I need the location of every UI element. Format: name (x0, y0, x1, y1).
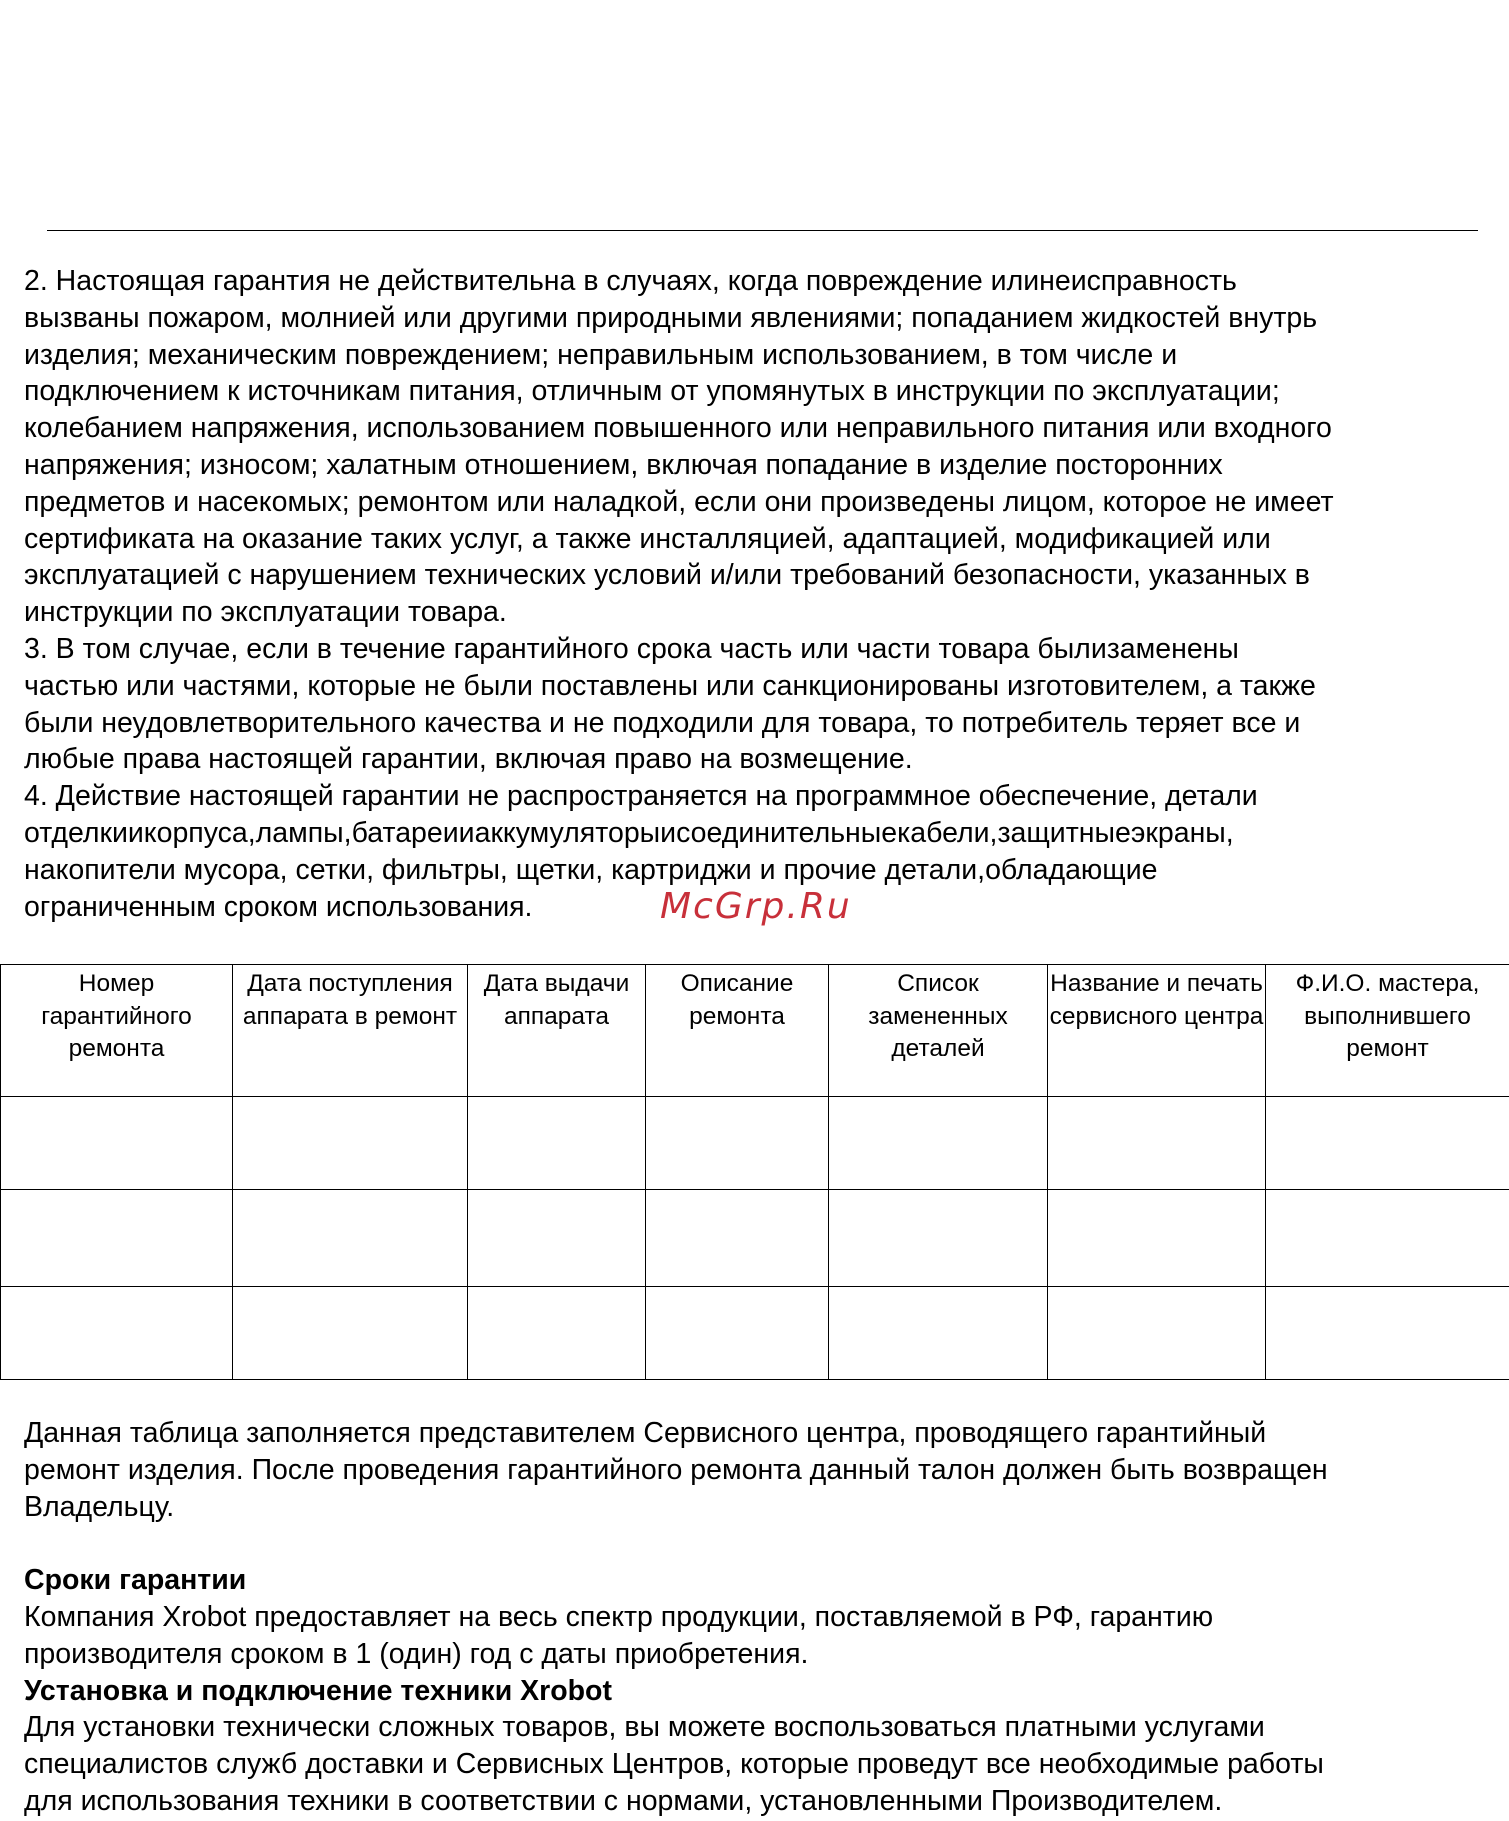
text-line: отделкиикорпуса,лампы,батареииаккумуляторыисоединительныекабели,защитныеэкраны, (24, 816, 1234, 849)
text-line: Данная таблица заполняется представителем Сервисного центра, проводящего гарантийный (24, 1417, 1267, 1449)
header-service-center: Название и печать сервисного центра (1048, 965, 1266, 1097)
table-cell (468, 1190, 646, 1287)
table-row (1, 1190, 1509, 1287)
table-cell (646, 1097, 829, 1190)
table-header-row (1, 965, 1509, 1097)
table-cell (829, 1097, 1048, 1190)
table-row (1, 1287, 1509, 1380)
table-cell (1266, 1097, 1509, 1190)
installation-heading: Установка и подключение техники Xrobot (24, 1674, 612, 1707)
table-cell (1, 1097, 233, 1190)
table-cell (1, 1287, 233, 1380)
text-line: 2. Настоящая гарантия не действительна в случаях, когда повреждение илинеисправность (24, 265, 1237, 297)
watermark: McGrp.Ru (660, 886, 852, 927)
table-cell (646, 1287, 829, 1380)
text-line: Для установки технически сложных товаров, вы можете воспользоваться платными услугами (24, 1711, 1265, 1744)
warranty-terms (24, 263, 1504, 925)
text-line: 4. Действие настоящей гарантии не распространяется на программное обеспечение, детали (24, 780, 1258, 813)
post-table-section (24, 1415, 1504, 1820)
text-line: колебанием напряжения, использованием повышенного или неправильного питания или входного (24, 412, 1332, 445)
text-line: накопители мусора, сетки, фильтры, щетки, картриджи и прочие детали,обладающие (24, 853, 1158, 886)
header-technician-name: Ф.И.О. мастера, выполнившего ремонт (1266, 965, 1509, 1097)
warranty-item-3 (24, 631, 1504, 778)
header-repair-description: Описание ремонта (646, 965, 829, 1097)
repair-record-table (0, 964, 1509, 1380)
text-line: ограниченным сроком использования. (24, 890, 533, 923)
table-cell (1, 1190, 233, 1287)
header-replaced-parts: Список замененных деталей (829, 965, 1048, 1097)
text-line: специалистов служб доставки и Сервисных Центров, которые проведут все необходимые работы (24, 1748, 1324, 1781)
text-line: Владельцу. (24, 1490, 175, 1523)
table-cell (468, 1287, 646, 1380)
text-line: эксплуатацией с нарушением технических условий и/или требований безопасности, указанных в (24, 559, 1310, 592)
table-cell (233, 1287, 468, 1380)
header-divider (47, 230, 1478, 231)
table-row (1, 1097, 1509, 1190)
table-cell (233, 1190, 468, 1287)
table-cell (1266, 1287, 1509, 1380)
table-cell (646, 1190, 829, 1287)
table-note (24, 1415, 1504, 1525)
table-cell (829, 1287, 1048, 1380)
text-line: изделия; механическим повреждением; неправильным использованием, в том числе и (24, 338, 1178, 371)
warranty-item-2 (24, 263, 1504, 631)
text-line: подключением к источникам питания, отличным от упомянутых в инструкции по эксплуатации; (24, 375, 1280, 408)
table-cell (1048, 1287, 1266, 1380)
text-line: любые права настоящей гарантии, включая право на возмещение. (24, 743, 913, 776)
table-cell (829, 1190, 1048, 1287)
spacer (24, 1525, 1504, 1562)
table-cell (1048, 1097, 1266, 1190)
text-line: 3. В том случае, если в течение гарантийного срока часть или части товара былизаменены (24, 632, 1239, 665)
header-receipt-date: Дата поступления аппарата в ремонт (233, 965, 468, 1097)
text-line: Компания Xrobot предоставляет на весь спектр продукции, поставляемой в РФ, гарантию (24, 1600, 1214, 1633)
text-line: предметов и насекомых; ремонтом или наладкой, если они произведены лицом, которое не имеет (24, 485, 1334, 518)
text-line: напряжения; износом; халатным отношением, включая попадание в изделие посторонних (24, 448, 1223, 481)
text-line: сертификата на оказание таких услуг, а также инсталляцией, адаптацией, модификацией или (24, 522, 1271, 555)
header-issue-date: Дата выдачи аппарата (468, 965, 646, 1097)
table-cell (233, 1097, 468, 1190)
text-line: вызваны пожаром, молнией или другими природными явлениями; попаданием жидкостей внутрь (24, 301, 1318, 334)
text-line: частью или частями, которые не были поставлены или санкционированы изготовителем, а также (24, 669, 1316, 702)
text-line: для использования техники в соответствии с нормами, установленными Производителем. (24, 1784, 1223, 1817)
warranty-period-heading: Сроки гарантии (24, 1564, 247, 1597)
header-repair-number: Номер гарантийного ремонта (1, 965, 233, 1097)
text-line: инструкции по эксплуатации товара. (24, 596, 507, 629)
text-line: производителя сроком в 1 (один) год с даты приобретения. (24, 1637, 809, 1670)
table-cell (468, 1097, 646, 1190)
table-cell (1048, 1190, 1266, 1287)
table-cell (1266, 1190, 1509, 1287)
text-line: были неудовлетворительного качества и не подходили для товара, то потребитель теряет все и (24, 706, 1301, 739)
text-line: ремонт изделия. После проведения гарантийного ремонта данный талон должен быть возвращен (24, 1453, 1328, 1486)
